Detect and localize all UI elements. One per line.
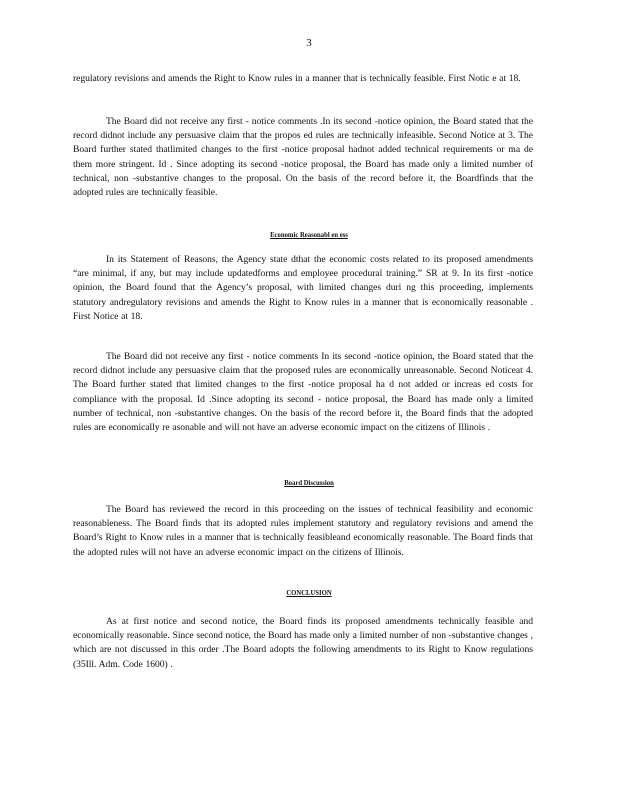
paragraph-economic-board: [73, 350, 533, 435]
heading-board-discussion: Board Discussion: [284, 478, 334, 487]
paragraph-technical-feasibility-board: [73, 115, 533, 200]
paragraph-text: The Board has reviewed the record in this proceeding on the issues of technical feasibility and economic reasonableness. The Board finds that its adopted rules implement statutory and regulatory revisions and amend the Board’s Right to Know rules in a manner that is technically feasibleand economically reasonable. The Board finds that the adopted rules will not have an adverse economic impact on the citizens of Illinois.: [73, 504, 533, 558]
paragraph-text: As at first notice and second notice, the Board finds its proposed amendments technically feasible and economically reasonable. Since second notice, the Board has made only a limited number of non -substantive changes , which are not discussed in this order .The Board adopts the following amendments to its Right to Know regulations (35Ill. Adm. Code 1600) .: [73, 616, 533, 670]
paragraph-text: The Board did not receive any first - notice comments In its second -notice opinion, the Board stated that the record didnot include any persuasive claim that the proposed rules are economically unreasonable. Second Noticeat 4. The Board further stated that limited changes to the first -notice proposal ha d not added or increas ed costs for compliance with the proposal. Id .Since adopting its second - notice proposal, the Board has made only a limited number of technical, non -substantive changes. On the basis of the record before it, the Board finds that the adopted rules are economically re asonable and will not have an adverse economic impact on the citizens of Illinois .: [73, 351, 533, 434]
paragraph-conclusion: [73, 615, 533, 672]
page-number: 3: [306, 37, 312, 49]
paragraph-technical-feasibility-continued: [73, 72, 533, 86]
heading-economic-reasonableness: Economic Reasonabl en ess: [270, 230, 348, 239]
paragraph-board-discussion: [73, 503, 533, 560]
paragraph-text: regulatory revisions and amends the Right to Know rules in a manner that is technically feasible. First Notic e at 18.: [73, 73, 521, 84]
paragraph-text: In its Statement of Reasons, the Agency state dthat the economic costs related to its proposed amendments “are minimal, if any, but may include updatedforms and employee procedural training.” SR at 9. In its first -notice opinion, the Board found that the Agency’s proposal, with limited changes duri ng this proceeding, implements statutory andregulatory revisions and amends the Right to Know rules in a manner that is economically reasonable . First Notice at 18.: [73, 254, 533, 322]
paragraph-text: The Board did not receive any first - notice comments .In its second -notice opinion, the Board stated that the record didnot include any persuasive claim that the propos ed rules are technically infeasible. Second Notice at 3. The Board further stated thatlimited changes to the first -notice proposal hadnot added technical requirements or ma de them more stringent. Id . Since adopting its second -notice proposal, the Board has made only a limited number of technical, non -substantive changes to the proposal. On the basis of the record before it, the Boardfinds that the adopted rules are technically feasible.: [73, 116, 533, 199]
heading-conclusion: CONCLUSION: [286, 588, 332, 597]
paragraph-economic-agency: [73, 253, 533, 324]
